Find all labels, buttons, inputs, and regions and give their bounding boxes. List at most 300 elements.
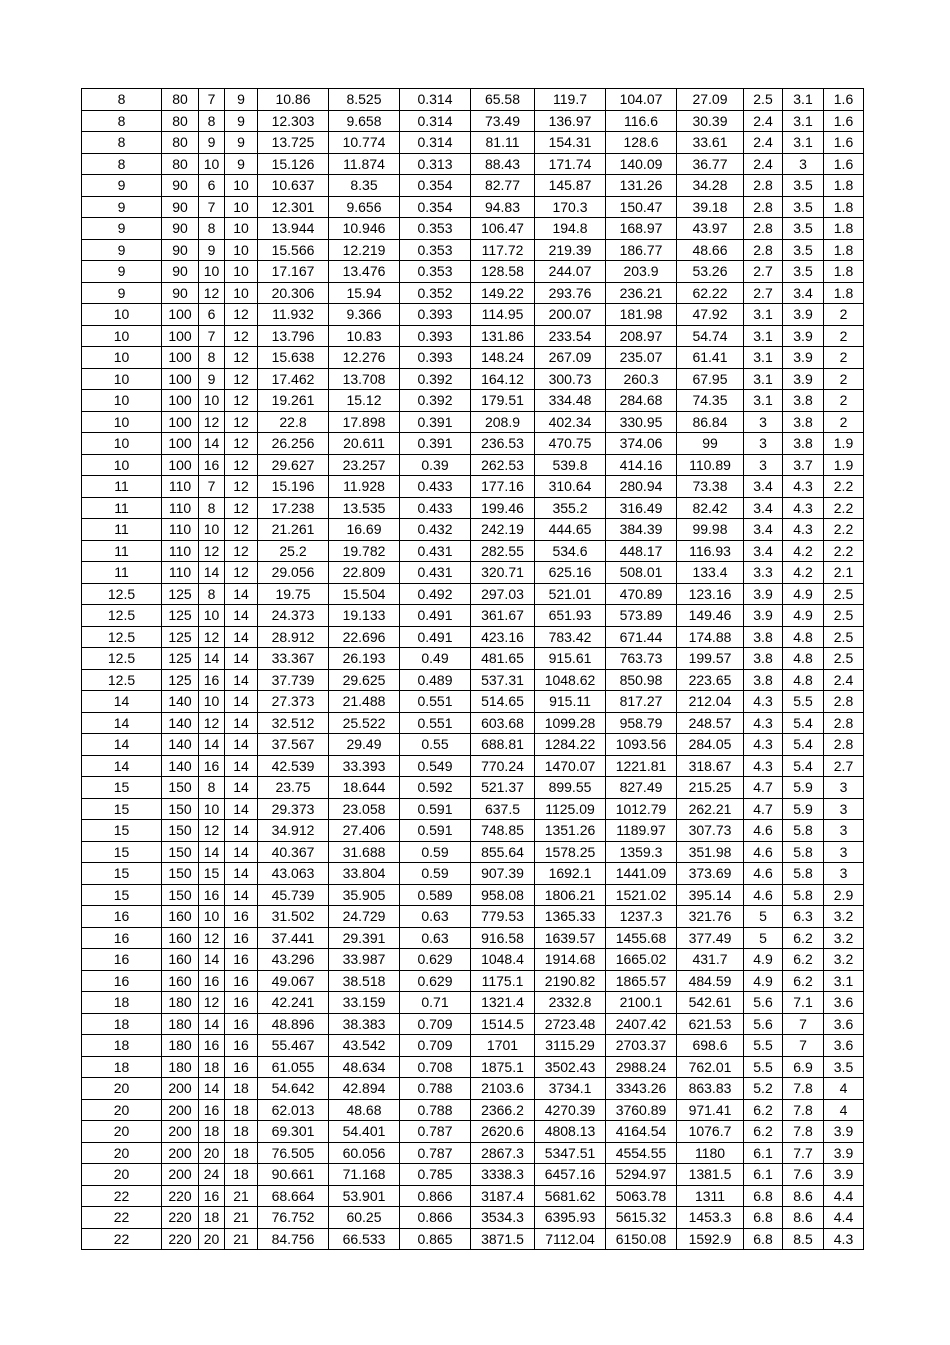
table-cell: 22.809	[329, 562, 400, 584]
table-cell: 180	[162, 1056, 199, 1078]
table-cell: 10.83	[329, 325, 400, 347]
table-cell: 1048.62	[535, 669, 606, 691]
table-cell: 200	[162, 1121, 199, 1143]
table-cell: 53.901	[329, 1185, 400, 1207]
angle-steel-table	[81, 88, 864, 1250]
table-cell: 54.401	[329, 1121, 400, 1143]
table-row	[82, 712, 864, 734]
table-cell: 7	[199, 196, 225, 218]
table-cell: 4	[824, 1078, 864, 1100]
table-cell: 915.61	[535, 648, 606, 670]
table-cell: 3.1	[744, 368, 783, 390]
table-cell: 6	[199, 175, 225, 197]
table-cell: 32.512	[258, 712, 329, 734]
table-cell: 0.788	[400, 1099, 471, 1121]
table-cell: 248.57	[677, 712, 744, 734]
table-cell: 20.306	[258, 282, 329, 304]
table-cell: 11.874	[329, 153, 400, 175]
table-cell: 43.97	[677, 218, 744, 240]
table-cell: 15.638	[258, 347, 329, 369]
table-cell: 10	[82, 368, 162, 390]
table-cell: 2	[824, 347, 864, 369]
table-cell: 38.383	[329, 1013, 400, 1035]
table-cell: 374.06	[606, 433, 677, 455]
table-cell: 20	[82, 1121, 162, 1143]
table-row	[82, 196, 864, 218]
table-row	[82, 1164, 864, 1186]
table-cell: 88.43	[471, 153, 535, 175]
table-cell: 34.28	[677, 175, 744, 197]
table-cell: 402.34	[535, 411, 606, 433]
table-cell: 6.2	[783, 949, 824, 971]
table-cell: 2.7	[744, 282, 783, 304]
table-cell: 4.6	[744, 841, 783, 863]
table-cell: 748.85	[471, 820, 535, 842]
table-cell: 1381.5	[677, 1164, 744, 1186]
table-cell: 4.3	[744, 734, 783, 756]
table-cell: 1175.1	[471, 970, 535, 992]
table-cell: 90	[162, 282, 199, 304]
table-cell: 186.77	[606, 239, 677, 261]
table-cell: 779.53	[471, 906, 535, 928]
table-cell: 10	[225, 175, 258, 197]
table-cell: 86.84	[677, 411, 744, 433]
table-cell: 1.6	[824, 153, 864, 175]
table-cell: 14	[199, 734, 225, 756]
table-cell: 6.3	[783, 906, 824, 928]
table-cell: 3.9	[783, 304, 824, 326]
table-cell: 4270.39	[535, 1099, 606, 1121]
table-cell: 114.95	[471, 304, 535, 326]
table-cell: 3.4	[744, 540, 783, 562]
table-cell: 200	[162, 1099, 199, 1121]
table-cell: 37.739	[258, 669, 329, 691]
table-cell: 3.9	[744, 583, 783, 605]
table-row	[82, 390, 864, 412]
table-cell: 10	[82, 347, 162, 369]
table-cell: 90	[162, 218, 199, 240]
table-cell: 8.5	[783, 1228, 824, 1250]
table-cell: 3.5	[783, 218, 824, 240]
table-cell: 10	[225, 196, 258, 218]
table-cell: 7.1	[783, 992, 824, 1014]
table-cell: 9	[82, 282, 162, 304]
table-cell: 160	[162, 970, 199, 992]
table-cell: 14	[199, 949, 225, 971]
table-cell: 2.4	[744, 110, 783, 132]
table-cell: 316.49	[606, 497, 677, 519]
table-cell: 0.591	[400, 820, 471, 842]
table-cell: 3.9	[824, 1121, 864, 1143]
table-cell: 2988.24	[606, 1056, 677, 1078]
table-cell: 1093.56	[606, 734, 677, 756]
table-cell: 12.276	[329, 347, 400, 369]
table-cell: 29.627	[258, 454, 329, 476]
table-cell: 12.5	[82, 669, 162, 691]
table-cell: 5.4	[783, 712, 824, 734]
table-cell: 208.9	[471, 411, 535, 433]
table-cell: 125	[162, 626, 199, 648]
table-cell: 90	[162, 196, 199, 218]
table-cell: 5.4	[783, 755, 824, 777]
table-cell: 9	[199, 368, 225, 390]
table-cell: 18.644	[329, 777, 400, 799]
table-cell: 0.787	[400, 1142, 471, 1164]
table-cell: 539.8	[535, 454, 606, 476]
table-cell: 3.2	[824, 906, 864, 928]
table-row	[82, 992, 864, 1014]
table-cell: 6.2	[783, 927, 824, 949]
table-row	[82, 648, 864, 670]
table-cell: 15	[82, 777, 162, 799]
table-cell: 12	[225, 433, 258, 455]
table-cell: 4.6	[744, 820, 783, 842]
table-cell: 16	[199, 454, 225, 476]
table-cell: 9	[82, 175, 162, 197]
table-cell: 27.09	[677, 89, 744, 111]
table-cell: 521.01	[535, 583, 606, 605]
table-cell: 9	[82, 218, 162, 240]
table-cell: 236.21	[606, 282, 677, 304]
table-cell: 0.589	[400, 884, 471, 906]
table-cell: 21.261	[258, 519, 329, 541]
table-cell: 6.8	[744, 1207, 783, 1229]
table-cell: 11.928	[329, 476, 400, 498]
table-row	[82, 368, 864, 390]
table-cell: 100	[162, 304, 199, 326]
table-cell: 65.58	[471, 89, 535, 111]
table-cell: 5063.78	[606, 1185, 677, 1207]
table-cell: 3.4	[744, 519, 783, 541]
table-cell: 3.1	[744, 390, 783, 412]
table-cell: 14	[225, 626, 258, 648]
table-cell: 4.8	[783, 669, 824, 691]
table-cell: 13.725	[258, 132, 329, 154]
table-cell: 625.16	[535, 562, 606, 584]
table-cell: 90.661	[258, 1164, 329, 1186]
table-cell: 16	[82, 906, 162, 928]
table-cell: 174.88	[677, 626, 744, 648]
table-cell: 6.1	[744, 1142, 783, 1164]
table-cell: 1455.68	[606, 927, 677, 949]
table-row	[82, 454, 864, 476]
table-cell: 651.93	[535, 605, 606, 627]
table-cell: 16	[225, 906, 258, 928]
table-cell: 6	[199, 304, 225, 326]
table-cell: 20	[82, 1164, 162, 1186]
table-cell: 2.5	[824, 583, 864, 605]
table-cell: 10.86	[258, 89, 329, 111]
table-cell: 3760.89	[606, 1099, 677, 1121]
table-row	[82, 519, 864, 541]
table-cell: 0.353	[400, 239, 471, 261]
table-cell: 26.193	[329, 648, 400, 670]
table-cell: 3	[824, 777, 864, 799]
table-cell: 177.16	[471, 476, 535, 498]
table-cell: 9	[225, 153, 258, 175]
table-cell: 521.37	[471, 777, 535, 799]
table-cell: 1701	[471, 1035, 535, 1057]
table-row	[82, 1185, 864, 1207]
table-cell: 16	[225, 927, 258, 949]
table-cell: 2	[824, 304, 864, 326]
table-cell: 3.5	[783, 261, 824, 283]
table-cell: 6.9	[783, 1056, 824, 1078]
table-cell: 14	[225, 734, 258, 756]
table-cell: 12.5	[82, 583, 162, 605]
table-cell: 0.391	[400, 433, 471, 455]
table-cell: 100	[162, 454, 199, 476]
table-cell: 233.54	[535, 325, 606, 347]
table-cell: 27.406	[329, 820, 400, 842]
table-cell: 377.49	[677, 927, 744, 949]
table-cell: 3.8	[783, 411, 824, 433]
table-cell: 19.261	[258, 390, 329, 412]
table-cell: 14	[225, 583, 258, 605]
table-cell: 21.488	[329, 691, 400, 713]
table-cell: 15	[82, 798, 162, 820]
table-cell: 10	[82, 411, 162, 433]
table-cell: 4.4	[824, 1207, 864, 1229]
table-cell: 0.787	[400, 1121, 471, 1143]
table-cell: 14	[199, 648, 225, 670]
table-cell: 0.354	[400, 196, 471, 218]
table-cell: 4.2	[783, 562, 824, 584]
table-cell: 6457.16	[535, 1164, 606, 1186]
table-cell: 3	[744, 433, 783, 455]
table-cell: 100	[162, 433, 199, 455]
table-cell: 0.709	[400, 1035, 471, 1057]
table-cell: 34.912	[258, 820, 329, 842]
table-row	[82, 949, 864, 971]
table-cell: 514.65	[471, 691, 535, 713]
table-cell: 4.3	[783, 519, 824, 541]
table-row	[82, 734, 864, 756]
table-cell: 3.1	[744, 347, 783, 369]
table-cell: 4.3	[783, 476, 824, 498]
table-cell: 150	[162, 798, 199, 820]
table-cell: 9	[82, 239, 162, 261]
table-cell: 29.056	[258, 562, 329, 584]
table-cell: 0.431	[400, 562, 471, 584]
table-cell: 12	[225, 347, 258, 369]
table-cell: 180	[162, 992, 199, 1014]
table-cell: 16	[199, 1185, 225, 1207]
table-cell: 15	[199, 863, 225, 885]
table-cell: 20	[82, 1078, 162, 1100]
table-cell: 223.65	[677, 669, 744, 691]
table-cell: 534.6	[535, 540, 606, 562]
table-cell: 25.522	[329, 712, 400, 734]
table-cell: 2.5	[744, 89, 783, 111]
table-cell: 899.55	[535, 777, 606, 799]
table-cell: 8	[199, 347, 225, 369]
table-cell: 35.905	[329, 884, 400, 906]
table-cell: 10	[199, 906, 225, 928]
table-row	[82, 282, 864, 304]
table-cell: 10	[225, 239, 258, 261]
table-cell: 40.367	[258, 841, 329, 863]
table-cell: 8	[82, 132, 162, 154]
table-cell: 136.97	[535, 110, 606, 132]
table-cell: 3.7	[783, 454, 824, 476]
table-cell: 310.64	[535, 476, 606, 498]
table-cell: 5.8	[783, 863, 824, 885]
table-cell: 37.567	[258, 734, 329, 756]
table-cell: 414.16	[606, 454, 677, 476]
table-cell: 12	[225, 540, 258, 562]
table-cell: 3	[824, 798, 864, 820]
table-cell: 1578.25	[535, 841, 606, 863]
table-cell: 16	[82, 949, 162, 971]
table-cell: 140	[162, 755, 199, 777]
table-cell: 110.89	[677, 454, 744, 476]
table-cell: 3.5	[824, 1056, 864, 1078]
table-row	[82, 626, 864, 648]
table-cell: 24	[199, 1164, 225, 1186]
table-cell: 2.4	[744, 153, 783, 175]
table-cell: 3.6	[824, 1013, 864, 1035]
table-cell: 13.944	[258, 218, 329, 240]
table-cell: 90	[162, 175, 199, 197]
table-cell: 5.4	[783, 734, 824, 756]
table-cell: 31.502	[258, 906, 329, 928]
table-cell: 200.07	[535, 304, 606, 326]
table-cell: 2.4	[824, 669, 864, 691]
table-cell: 262.53	[471, 454, 535, 476]
table-cell: 0.391	[400, 411, 471, 433]
table-cell: 9.656	[329, 196, 400, 218]
table-cell: 3.4	[744, 497, 783, 519]
table-cell: 0.71	[400, 992, 471, 1014]
table-cell: 7	[199, 89, 225, 111]
table-cell: 15.94	[329, 282, 400, 304]
table-cell: 200	[162, 1142, 199, 1164]
table-cell: 16	[82, 927, 162, 949]
table-row	[82, 304, 864, 326]
table-cell: 82.42	[677, 497, 744, 519]
table-cell: 2723.48	[535, 1013, 606, 1035]
table-cell: 4.9	[783, 583, 824, 605]
table-cell: 14	[82, 734, 162, 756]
table-cell: 320.71	[471, 562, 535, 584]
table-cell: 0.865	[400, 1228, 471, 1250]
table-cell: 958.08	[471, 884, 535, 906]
table-cell: 0.785	[400, 1164, 471, 1186]
table-cell: 4.2	[783, 540, 824, 562]
table-cell: 110	[162, 519, 199, 541]
table-cell: 150	[162, 777, 199, 799]
table-cell: 6.1	[744, 1164, 783, 1186]
table-cell: 68.664	[258, 1185, 329, 1207]
table-cell: 4.4	[824, 1185, 864, 1207]
table-cell: 2620.6	[471, 1121, 535, 1143]
table-cell: 8	[82, 89, 162, 111]
table-cell: 2366.2	[471, 1099, 535, 1121]
table-cell: 244.07	[535, 261, 606, 283]
table-cell: 11	[82, 497, 162, 519]
table-cell: 200	[162, 1078, 199, 1100]
table-cell: 3.3	[744, 562, 783, 584]
table-cell: 168.97	[606, 218, 677, 240]
table-cell: 43.542	[329, 1035, 400, 1057]
table-cell: 355.2	[535, 497, 606, 519]
table-cell: 3.6	[824, 992, 864, 1014]
table-cell: 69.301	[258, 1121, 329, 1143]
table-row	[82, 476, 864, 498]
table-row	[82, 583, 864, 605]
table-cell: 1.9	[824, 454, 864, 476]
table-cell: 2103.6	[471, 1078, 535, 1100]
table-cell: 11	[82, 540, 162, 562]
table-cell: 484.59	[677, 970, 744, 992]
table-cell: 140.09	[606, 153, 677, 175]
table-cell: 4.6	[744, 884, 783, 906]
table-cell: 12.5	[82, 648, 162, 670]
table-cell: 0.549	[400, 755, 471, 777]
table-cell: 236.53	[471, 433, 535, 455]
table-cell: 160	[162, 949, 199, 971]
table-cell: 603.68	[471, 712, 535, 734]
table-cell: 0.393	[400, 325, 471, 347]
table-cell: 1351.26	[535, 820, 606, 842]
table-cell: 260.3	[606, 368, 677, 390]
table-cell: 2.8	[744, 218, 783, 240]
table-cell: 4.3	[744, 755, 783, 777]
table-cell: 14	[225, 648, 258, 670]
table-cell: 3.1	[783, 110, 824, 132]
table-cell: 10	[199, 261, 225, 283]
table-cell: 1237.3	[606, 906, 677, 928]
table-cell: 100	[162, 347, 199, 369]
table-cell: 0.708	[400, 1056, 471, 1078]
table-cell: 2100.1	[606, 992, 677, 1014]
table-cell: 16	[225, 949, 258, 971]
table-cell: 12	[199, 626, 225, 648]
table-cell: 1.8	[824, 261, 864, 283]
table-cell: 3338.3	[471, 1164, 535, 1186]
table-cell: 14	[199, 1013, 225, 1035]
table-cell: 2.5	[824, 605, 864, 627]
table-row	[82, 411, 864, 433]
table-cell: 20	[82, 1099, 162, 1121]
table-cell: 3	[824, 841, 864, 863]
table-cell: 10	[225, 218, 258, 240]
table-cell: 0.354	[400, 175, 471, 197]
table-row	[82, 1228, 864, 1250]
table-cell: 8	[199, 583, 225, 605]
table-cell: 14	[225, 691, 258, 713]
table-cell: 131.26	[606, 175, 677, 197]
table-cell: 24.373	[258, 605, 329, 627]
table-cell: 48.634	[329, 1056, 400, 1078]
table-cell: 783.42	[535, 626, 606, 648]
table-row	[82, 841, 864, 863]
table-cell: 14	[225, 820, 258, 842]
table-cell: 2.8	[744, 196, 783, 218]
table-cell: 16	[225, 992, 258, 1014]
table-cell: 3.9	[783, 368, 824, 390]
table-cell: 220	[162, 1185, 199, 1207]
table-cell: 18	[225, 1164, 258, 1186]
table-cell: 20	[199, 1228, 225, 1250]
table-row	[82, 1035, 864, 1057]
table-cell: 5347.51	[535, 1142, 606, 1164]
table-cell: 16	[199, 970, 225, 992]
table-cell: 4.3	[824, 1228, 864, 1250]
table-row	[82, 1142, 864, 1164]
table-cell: 1321.4	[471, 992, 535, 1014]
